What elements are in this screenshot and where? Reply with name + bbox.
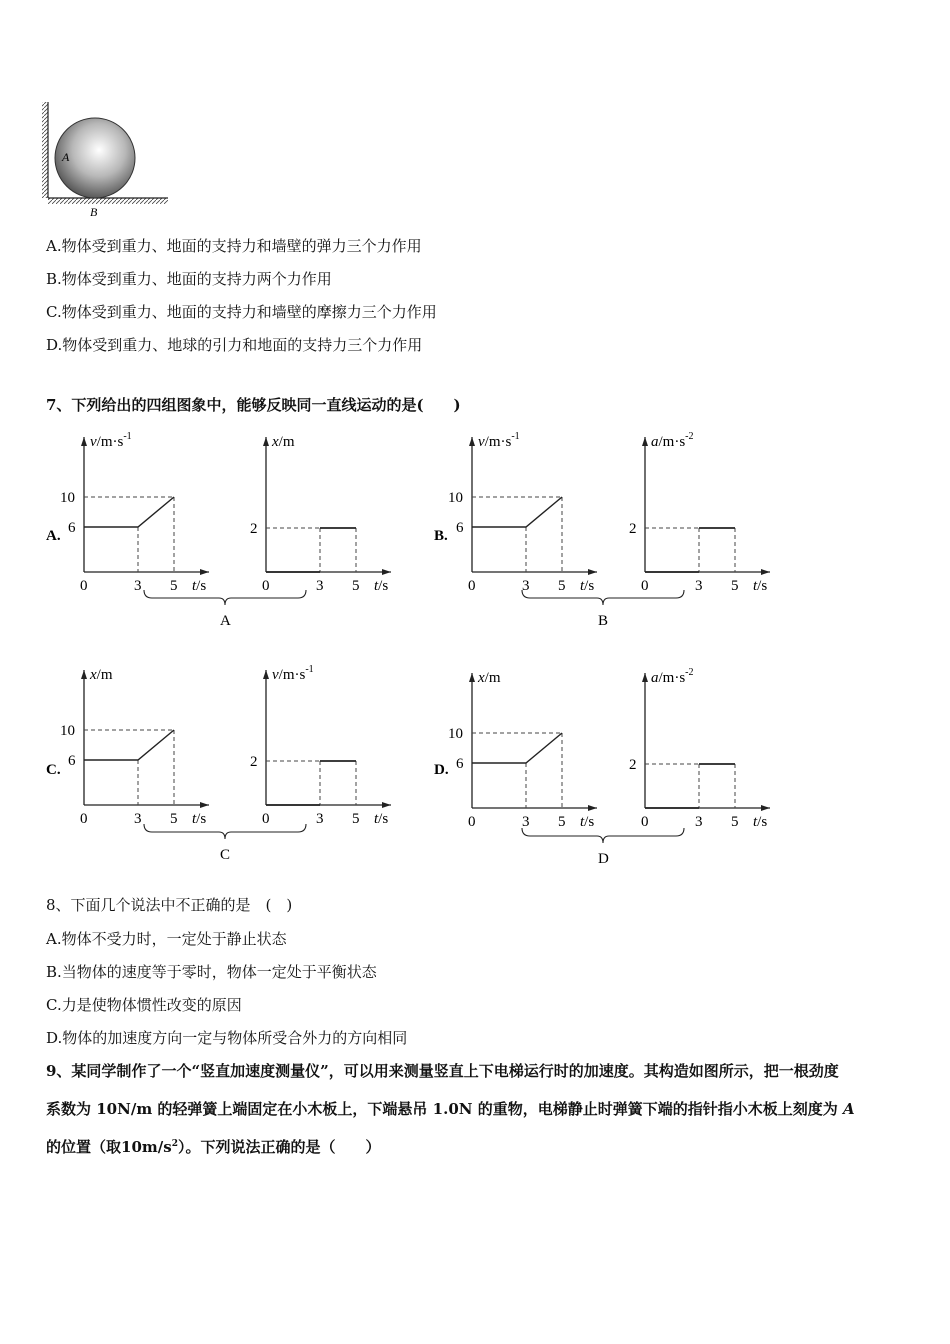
q6-option-b: B.物体受到重力、地面的支持力两个力作用 (46, 270, 332, 288)
graph-a-left-y-label: $v/m\cdot s^{-1}$ (90, 431, 132, 450)
graph-b-right-x-arrow (761, 569, 770, 575)
brace-label-d: D (598, 851, 609, 867)
group-label-a: A. (46, 528, 61, 544)
graph-c-right-tick-0: 0 (262, 811, 270, 827)
group-label-c: C. (46, 762, 61, 778)
graph-d-left-x-arrow (588, 805, 597, 811)
brace-a (144, 590, 306, 605)
graph-a-left-ytick-6: 6 (68, 520, 76, 536)
graph-c-right-x-label: t/s (374, 811, 389, 827)
graph-c-right-y-label: $v/m\cdot s^{-1}$ (272, 664, 314, 683)
ground-hatch (48, 198, 168, 204)
graph-c-right-tick-3: 3 (316, 811, 324, 827)
graph-c-left-y-label: x/m (90, 667, 113, 683)
graph-d-left-x-label: t/s (580, 814, 595, 830)
graph-d-right-x-label: t/s (753, 814, 768, 830)
graph-a-right-y-label: x/m (272, 434, 295, 450)
graph-b-left-ytick-6: 6 (456, 520, 464, 536)
q8-stem: 8、下面几个说法中不正确的是 ( ) (46, 896, 293, 914)
graph-b-right-x-label: t/s (753, 578, 768, 594)
point-b-label: B (90, 205, 98, 219)
graph-a-left-ytick-10: 10 (60, 490, 75, 506)
brace-b (522, 590, 684, 605)
graph-a-left-series-line (84, 497, 174, 527)
graph-d-left-y-label: x/m (478, 670, 501, 686)
brace-d (522, 828, 684, 843)
brace-label-c: C (220, 847, 231, 863)
graph-a-left-tick-3: 3 (134, 578, 142, 594)
graph-b-left-tick-3: 3 (522, 578, 530, 594)
group-label-b: B. (434, 528, 448, 544)
graph-c-left-y-arrow (81, 670, 87, 679)
q6-option-d: D.物体受到重力、地球的引力和地面的支持力三个力作用 (46, 336, 423, 354)
graph-c-left-x-label: t/s (192, 811, 207, 827)
graph-d-right-tick-0: 0 (641, 814, 649, 830)
q7-graph-panel (0, 420, 950, 880)
graph-c-left-ytick-6: 6 (68, 753, 76, 769)
graph-c-left-tick-3: 3 (134, 811, 142, 827)
q7-stem: 7、下列给出的四组图象中，能够反映同一直线运动的是( ) (46, 396, 461, 414)
q9-k-value: 10N/m (96, 1100, 153, 1118)
graph-c-right-y-arrow (263, 670, 269, 679)
graph-a-left-tick-0: 0 (80, 578, 88, 594)
q9-text-e: ）。下列说法正确的是（ ） (177, 1138, 381, 1156)
q6-option-c: C.物体受到重力、地面的支持力和墙壁的摩擦力三个力作用 (46, 303, 437, 321)
graph-b-right-tick-3: 3 (695, 578, 703, 594)
q9-text-b: 的轻弹簧上端固定在小木板上，下端悬吊 (157, 1100, 428, 1118)
graph-d-right-ytick-2: 2 (629, 757, 637, 773)
graph-a-right-x-arrow (382, 569, 391, 575)
graph-d-left-ytick-6: 6 (456, 756, 464, 772)
q9-line-1: 9、某同学制作了一个“竖直加速度测量仪”，可以用来测量竖直上下电梯运行时的加速度。其构造如图所示，把一根劲度 (46, 1062, 839, 1080)
wall-hatch (42, 102, 48, 198)
graph-a-right-tick-3: 3 (316, 578, 324, 594)
point-a-label: A (62, 150, 70, 164)
graph-b-right-ytick-2: 2 (629, 521, 637, 537)
graph-b-left-x-label: t/s (580, 578, 595, 594)
graph-d-left-y-arrow (469, 673, 475, 682)
q9-g-exp: 2 (171, 1139, 178, 1149)
q8-option-c: C.力是使物体惯性改变的原因 (46, 996, 242, 1014)
graph-b-right-tick-5: 5 (731, 578, 739, 594)
graph-a-right-x-label: t/s (374, 578, 389, 594)
ball-wall-figure (40, 100, 175, 225)
brace-c (144, 824, 306, 839)
graph-c-left-tick-0: 0 (80, 811, 88, 827)
q9-g-value: 10m/s (121, 1138, 172, 1156)
graph-c-left-ytick-10: 10 (60, 723, 75, 739)
graph-d-left-series-line (472, 733, 562, 763)
graph-d-right-y-label: $a/m\cdot s^{-2}$ (651, 667, 694, 686)
graph-a-right-ytick-2: 2 (250, 521, 258, 537)
graph-a-left-tick-5: 5 (170, 578, 178, 594)
q9-text-c: 的重物，电梯静止时弹簧下端的指针指小木板上刻度为 (477, 1100, 838, 1118)
graph-a-left-x-label: t/s (192, 578, 207, 594)
q6-option-a: A.物体受到重力、地面的支持力和墙壁的弹力三个力作用 (46, 237, 422, 255)
q8-option-d: D.物体的加速度方向一定与物体所受合外力的方向相同 (46, 1029, 408, 1047)
graph-c-right-x-arrow (382, 802, 391, 808)
graph-c-left-series-line (84, 730, 174, 760)
graph-b-left-y-arrow (469, 437, 475, 446)
graph-b-left-tick-0: 0 (468, 578, 476, 594)
graph-b-right-y-label: $a/m\cdot s^{-2}$ (651, 431, 694, 450)
graph-c-right-tick-5: 5 (352, 811, 360, 827)
graph-b-left-series-line (472, 497, 562, 527)
q8-option-b: B.当物体的速度等于零时，物体一定处于平衡状态 (46, 963, 377, 981)
q9-line-2 (46, 1098, 908, 1119)
q9-point: A (842, 1100, 855, 1118)
graph-b-left-y-label: $v/m\cdot s^{-1}$ (478, 431, 520, 450)
brace-label-a: A (220, 613, 231, 629)
graph-c-right-ytick-2: 2 (250, 754, 258, 770)
graph-a-left-y-arrow (81, 437, 87, 446)
graph-d-right-tick-3: 3 (695, 814, 703, 830)
graph-d-right-tick-5: 5 (731, 814, 739, 830)
q9-line-3 (46, 1136, 908, 1157)
graph-c-left-x-arrow (200, 802, 209, 808)
graph-d-right-y-arrow (642, 673, 648, 682)
graph-d-left-tick-5: 5 (558, 814, 566, 830)
graph-a-right-y-arrow (263, 437, 269, 446)
graph-a-left-x-arrow (200, 569, 209, 575)
graph-d-left-tick-3: 3 (522, 814, 530, 830)
graph-c-left-tick-5: 5 (170, 811, 178, 827)
graph-b-left-ytick-10: 10 (448, 490, 463, 506)
graph-d-right-x-arrow (761, 805, 770, 811)
graph-a-right-tick-5: 5 (352, 578, 360, 594)
group-label-d: D. (434, 762, 449, 778)
q9-text-d: 的位置（取 (46, 1138, 122, 1156)
brace-label-b: B (598, 613, 609, 629)
q9-weight: 1.0N (432, 1100, 473, 1118)
graph-b-right-tick-0: 0 (641, 578, 649, 594)
graph-d-left-ytick-10: 10 (448, 726, 463, 742)
q8-option-a: A.物体不受力时，一定处于静止状态 (46, 930, 287, 948)
graph-b-right-y-arrow (642, 437, 648, 446)
graph-d-left-tick-0: 0 (468, 814, 476, 830)
graph-b-left-tick-5: 5 (558, 578, 566, 594)
graph-b-left-x-arrow (588, 569, 597, 575)
q9-text-a: 系数为 (46, 1100, 92, 1118)
graph-a-right-tick-0: 0 (262, 578, 270, 594)
